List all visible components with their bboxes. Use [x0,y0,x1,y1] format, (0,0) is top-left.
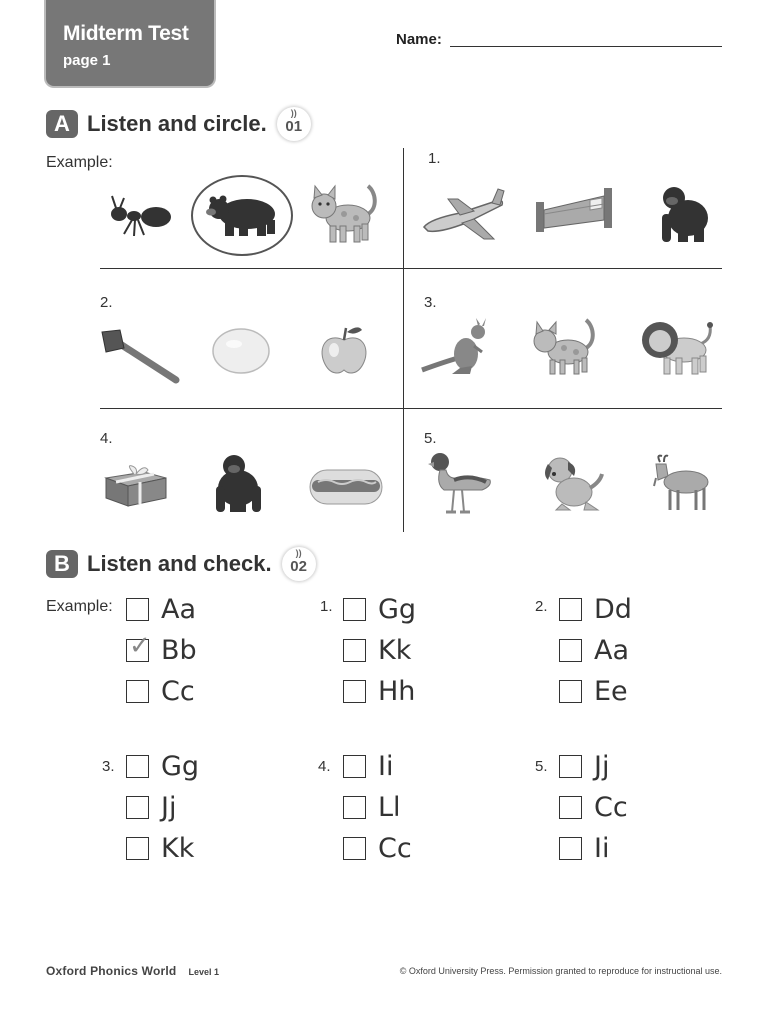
option-letters: Hh [378,676,416,707]
checkbox[interactable] [559,598,582,621]
option-row [343,751,393,782]
item-label: 4. [100,430,113,447]
hot-dog-icon[interactable] [308,466,384,508]
item-label: 2. [535,598,548,615]
checkbox[interactable] [343,598,366,621]
option-row [126,833,194,864]
track-number: 02 [290,558,307,575]
copyright-notice: © Oxford University Press. Permission granted to reproduce for instructional use. [399,966,722,976]
option-row [126,676,195,707]
gorilla-icon[interactable] [210,452,266,514]
checkbox[interactable] [126,680,149,703]
brand-logo: Oxford Phonics World [46,964,177,978]
option-row [343,833,412,864]
option-letters: Aa [594,635,630,666]
option-letters: Ii [378,751,394,782]
bed-icon[interactable] [532,184,614,234]
test-page: page 1 [63,52,111,69]
option-letters: Dd [594,594,632,625]
kangaroo-icon[interactable] [420,318,494,376]
checkbox[interactable] [343,755,366,778]
option-row [559,676,628,707]
option-row [126,751,199,782]
checkbox[interactable] [559,796,582,819]
audio-waves-icon: )) [290,108,297,118]
option-row [559,833,609,864]
cat-icon[interactable] [530,316,598,376]
grid-divider-vertical [403,148,404,532]
section-a-letter: A [46,110,78,138]
option-row [343,635,411,666]
item-label: 5. [535,758,548,775]
checkbox[interactable] [343,639,366,662]
ant-icon[interactable] [104,192,174,242]
grid-divider-horizontal [100,268,722,269]
option-row [559,792,628,823]
option-letters: Ll [378,792,401,823]
checkbox[interactable] [126,598,149,621]
checkbox-checked[interactable] [126,630,151,662]
gorilla-icon[interactable] [656,184,712,244]
item-label: 3. [424,294,437,311]
checkbox[interactable] [126,796,149,819]
option-row [559,751,609,782]
option-row [343,594,416,625]
option-letters: Gg [378,594,417,625]
item-label: 1. [320,598,333,615]
axe-icon[interactable] [98,328,182,386]
option-row [126,594,196,625]
item-label: 2. [100,294,113,311]
lion-icon[interactable] [640,316,714,376]
option-row [559,635,629,666]
checkbox[interactable] [559,680,582,703]
checkbox[interactable] [126,755,149,778]
checkbox[interactable] [343,796,366,819]
option-letters: Cc [161,676,195,707]
item-label: 1. [428,150,441,167]
gift-icon[interactable] [104,460,168,508]
duck-icon[interactable] [426,450,494,516]
option-row [126,630,197,666]
airplane-icon[interactable] [420,185,506,241]
option-letters: Ii [594,833,610,864]
answer-circle [191,175,293,256]
item-label: 4. [318,758,331,775]
cat-icon[interactable] [308,180,380,244]
option-letters: Cc [594,792,628,823]
audio-track-02-icon[interactable] [282,547,316,581]
option-letters: Kk [161,833,195,864]
level-label: Level 1 [188,967,219,977]
goat-icon[interactable] [650,454,714,512]
option-letters: Cc [378,833,412,864]
option-letters: Gg [161,751,200,782]
option-letters: Ee [594,676,628,707]
checkbox[interactable] [126,837,149,860]
dog-icon[interactable] [540,454,604,512]
section-b-letter: B [46,550,78,578]
audio-waves-icon: )) [295,548,302,558]
test-title: Midterm Test [63,22,189,45]
grid-divider-horizontal [100,408,722,409]
section-b-title: Listen and check. [87,551,272,576]
name-input-line[interactable] [450,46,722,47]
option-letters: Bb [161,635,197,666]
test-title-tab [46,0,214,86]
option-row [126,792,176,823]
checkbox[interactable] [559,639,582,662]
checkbox[interactable] [559,837,582,860]
apple-icon[interactable] [316,322,372,378]
option-row [343,792,401,823]
checkbox[interactable] [343,837,366,860]
footer-brand-block [46,964,219,978]
checkbox[interactable] [559,755,582,778]
checkbox[interactable] [343,680,366,703]
option-letters: Aa [161,594,197,625]
item-label: 3. [102,758,115,775]
track-number: 01 [285,118,303,135]
option-row [343,676,415,707]
option-letters: Jj [594,751,610,782]
example-label: Example: [46,598,113,615]
name-label: Name: [396,31,442,48]
audio-track-01-icon[interactable] [277,107,311,141]
option-row [559,594,632,625]
section-b-heading [46,548,316,580]
example-label: Example: [46,154,113,171]
option-letters: Jj [161,792,177,823]
item-label: 5. [424,430,437,447]
lemon-icon[interactable] [210,326,272,376]
section-a-heading [46,108,311,140]
option-letters: Kk [378,635,412,666]
check-mark-icon: ✓ [129,630,151,660]
section-a-title: Listen and circle. [87,111,267,136]
